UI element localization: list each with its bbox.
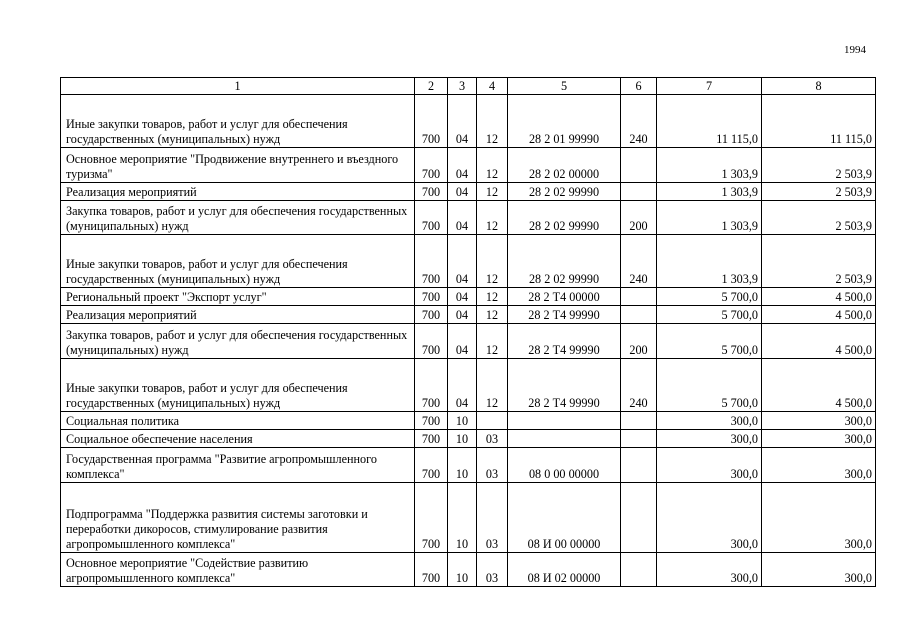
row-section-code: 10 [448, 412, 477, 430]
row-target-article [508, 430, 621, 448]
row-ministry-code: 700 [415, 553, 448, 587]
row-ministry-code: 700 [415, 483, 448, 553]
row-amount-col8: 2 503,9 [762, 201, 876, 235]
row-ministry-code: 700 [415, 306, 448, 324]
row-amount-col7: 5 700,0 [657, 324, 762, 359]
row-amount-col7: 11 115,0 [657, 95, 762, 148]
row-amount-col8: 2 503,9 [762, 148, 876, 183]
table-row [61, 412, 876, 430]
row-subsection-code: 03 [477, 430, 508, 448]
row-subsection-code: 03 [477, 448, 508, 483]
row-ministry-code: 700 [415, 183, 448, 201]
row-ministry-code: 700 [415, 288, 448, 306]
row-name: Реализация мероприятий [61, 306, 415, 324]
row-amount-col8: 300,0 [762, 483, 876, 553]
row-section-code: 04 [448, 95, 477, 148]
row-amount-col7: 300,0 [657, 430, 762, 448]
table-row [61, 483, 876, 553]
row-amount-col7: 300,0 [657, 483, 762, 553]
table-row [61, 95, 876, 148]
table-row [61, 324, 876, 359]
row-amount-col7: 1 303,9 [657, 201, 762, 235]
row-expense-type [621, 483, 657, 553]
row-subsection-code: 12 [477, 95, 508, 148]
header-row [61, 78, 876, 95]
row-subsection-code: 12 [477, 324, 508, 359]
table-row [61, 306, 876, 324]
row-expense-type [621, 430, 657, 448]
row-name: Закупка товаров, работ и услуг для обеспечения государственных (муниципальных) нужд [61, 201, 415, 235]
row-target-article: 28 2 02 99990 [508, 201, 621, 235]
row-name: Государственная программа "Развитие агропромышленного комплекса" [61, 448, 415, 483]
budget-table [60, 77, 876, 587]
row-amount-col8: 300,0 [762, 553, 876, 587]
row-expense-type: 200 [621, 324, 657, 359]
row-expense-type [621, 448, 657, 483]
row-expense-type: 200 [621, 201, 657, 235]
row-name: Основное мероприятие "Содействие развитию агропромышленного комплекса" [61, 553, 415, 587]
row-section-code: 04 [448, 306, 477, 324]
row-expense-type: 240 [621, 95, 657, 148]
row-section-code: 04 [448, 235, 477, 288]
header-col-1: 1 [61, 78, 415, 95]
row-section-code: 04 [448, 183, 477, 201]
row-subsection-code: 03 [477, 553, 508, 587]
row-section-code: 04 [448, 324, 477, 359]
row-name: Реализация мероприятий [61, 183, 415, 201]
row-amount-col7: 1 303,9 [657, 235, 762, 288]
row-expense-type: 240 [621, 235, 657, 288]
row-amount-col8: 4 500,0 [762, 324, 876, 359]
row-target-article: 08 И 02 00000 [508, 553, 621, 587]
row-target-article: 28 2 Т4 99990 [508, 324, 621, 359]
table-row [61, 448, 876, 483]
row-amount-col8: 300,0 [762, 430, 876, 448]
row-subsection-code: 12 [477, 183, 508, 201]
row-section-code: 10 [448, 483, 477, 553]
table-row [61, 148, 876, 183]
row-section-code: 10 [448, 448, 477, 483]
row-amount-col8: 300,0 [762, 448, 876, 483]
header-col-2: 2 [415, 78, 448, 95]
row-target-article: 28 2 02 99990 [508, 183, 621, 201]
row-expense-type [621, 306, 657, 324]
row-name: Иные закупки товаров, работ и услуг для обеспечения государственных (муниципальных) нужд [61, 359, 415, 412]
table-row [61, 359, 876, 412]
row-target-article: 28 2 01 99990 [508, 95, 621, 148]
row-amount-col8: 2 503,9 [762, 235, 876, 288]
row-amount-col7: 1 303,9 [657, 183, 762, 201]
row-name: Иные закупки товаров, работ и услуг для обеспечения государственных (муниципальных) нужд [61, 95, 415, 148]
row-name: Подпрограмма "Поддержка развития системы заготовки и переработки дикоросов, стимулирование развития агропромышленного комплекса" [61, 483, 415, 553]
header-col-6: 6 [621, 78, 657, 95]
row-amount-col7: 300,0 [657, 448, 762, 483]
row-name: Социальная политика [61, 412, 415, 430]
table-row [61, 288, 876, 306]
row-subsection-code: 12 [477, 235, 508, 288]
table-row [61, 201, 876, 235]
row-section-code: 10 [448, 430, 477, 448]
row-section-code: 10 [448, 553, 477, 587]
row-amount-col8: 300,0 [762, 412, 876, 430]
row-amount-col7: 5 700,0 [657, 306, 762, 324]
row-expense-type: 240 [621, 359, 657, 412]
row-amount-col7: 300,0 [657, 412, 762, 430]
row-section-code: 04 [448, 359, 477, 412]
row-target-article [508, 412, 621, 430]
table-row [61, 235, 876, 288]
row-expense-type [621, 148, 657, 183]
row-ministry-code: 700 [415, 148, 448, 183]
header-col-3: 3 [448, 78, 477, 95]
row-name: Закупка товаров, работ и услуг для обеспечения государственных (муниципальных) нужд [61, 324, 415, 359]
row-name: Региональный проект "Экспорт услуг" [61, 288, 415, 306]
page-number: 1994 [844, 44, 866, 56]
row-amount-col8: 4 500,0 [762, 359, 876, 412]
row-section-code: 04 [448, 288, 477, 306]
row-section-code: 04 [448, 148, 477, 183]
row-target-article: 08 0 00 00000 [508, 448, 621, 483]
row-amount-col7: 5 700,0 [657, 288, 762, 306]
header-col-5: 5 [508, 78, 621, 95]
row-subsection-code: 12 [477, 306, 508, 324]
row-ministry-code: 700 [415, 448, 448, 483]
row-subsection-code [477, 412, 508, 430]
row-name: Иные закупки товаров, работ и услуг для обеспечения государственных (муниципальных) нужд [61, 235, 415, 288]
row-amount-col8: 2 503,9 [762, 183, 876, 201]
row-target-article: 28 2 02 00000 [508, 148, 621, 183]
row-subsection-code: 12 [477, 148, 508, 183]
row-amount-col8: 4 500,0 [762, 288, 876, 306]
row-target-article: 28 2 Т4 99990 [508, 306, 621, 324]
row-subsection-code: 12 [477, 201, 508, 235]
row-amount-col8: 4 500,0 [762, 306, 876, 324]
row-expense-type [621, 412, 657, 430]
row-subsection-code: 12 [477, 359, 508, 412]
header-col-8: 8 [762, 78, 876, 95]
row-target-article: 28 2 Т4 00000 [508, 288, 621, 306]
row-target-article: 28 2 02 99990 [508, 235, 621, 288]
table-row [61, 430, 876, 448]
row-expense-type [621, 553, 657, 587]
row-amount-col8: 11 115,0 [762, 95, 876, 148]
row-subsection-code: 03 [477, 483, 508, 553]
header-col-7: 7 [657, 78, 762, 95]
row-ministry-code: 700 [415, 412, 448, 430]
row-section-code: 04 [448, 201, 477, 235]
table-row [61, 553, 876, 587]
row-ministry-code: 700 [415, 201, 448, 235]
row-target-article: 08 И 00 00000 [508, 483, 621, 553]
row-target-article: 28 2 Т4 99990 [508, 359, 621, 412]
row-name: Основное мероприятие "Продвижение внутреннего и въездного туризма" [61, 148, 415, 183]
row-ministry-code: 700 [415, 430, 448, 448]
row-ministry-code: 700 [415, 95, 448, 148]
row-name: Социальное обеспечение населения [61, 430, 415, 448]
row-expense-type [621, 288, 657, 306]
row-ministry-code: 700 [415, 324, 448, 359]
row-amount-col7: 300,0 [657, 553, 762, 587]
row-subsection-code: 12 [477, 288, 508, 306]
row-amount-col7: 5 700,0 [657, 359, 762, 412]
header-col-4: 4 [477, 78, 508, 95]
row-expense-type [621, 183, 657, 201]
row-ministry-code: 700 [415, 359, 448, 412]
row-amount-col7: 1 303,9 [657, 148, 762, 183]
table-row [61, 183, 876, 201]
row-ministry-code: 700 [415, 235, 448, 288]
